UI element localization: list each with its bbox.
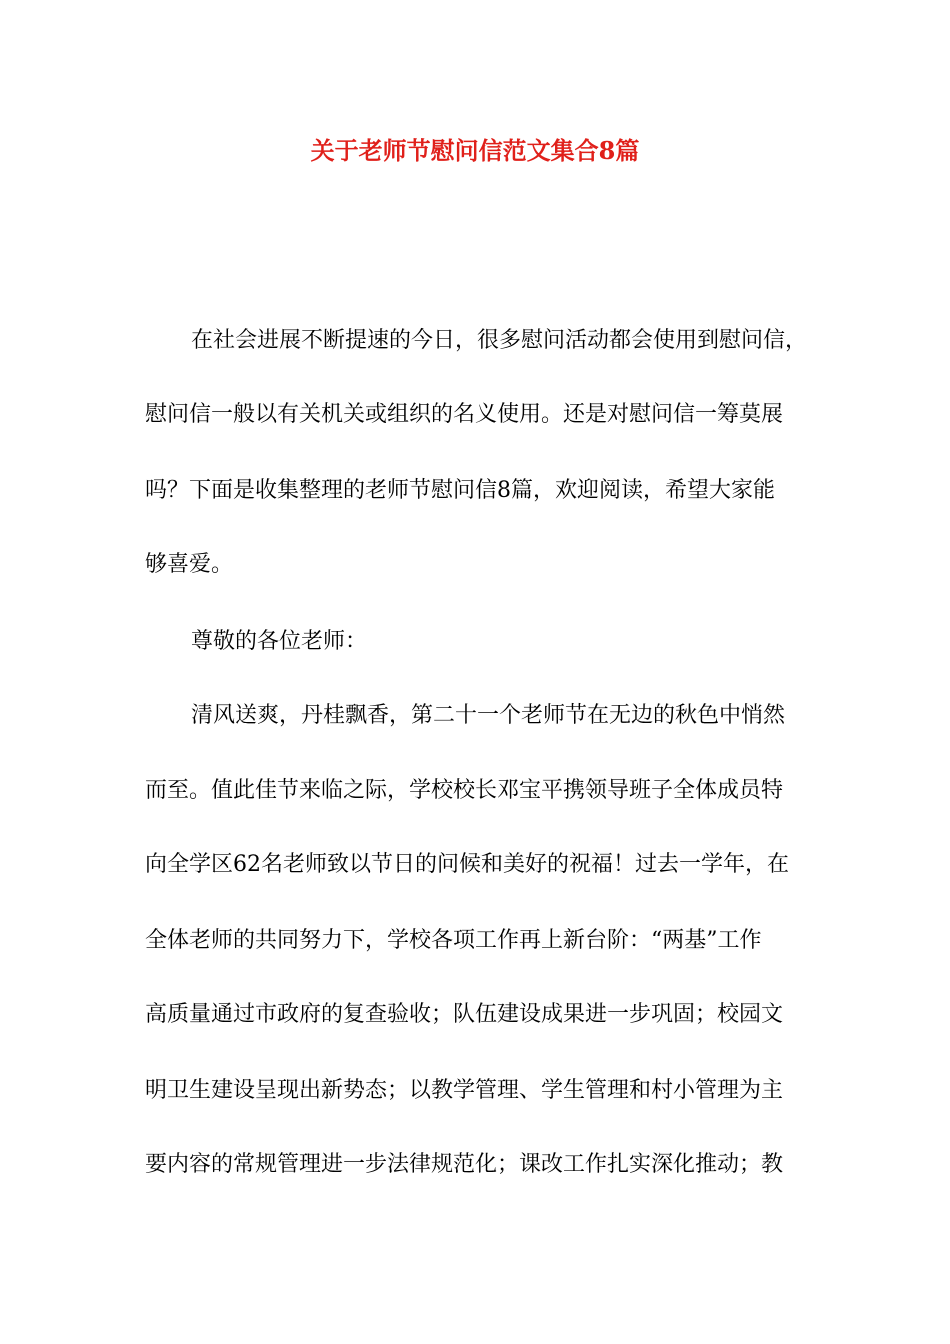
paragraph-line: 清风送爽，丹桂飘香，第二十一个老师节在无边的秋色中悄然 [191,703,786,728]
paragraph-line: 向全学区62名老师致以节日的问候和美好的祝福！过去一学年，在 [145,852,789,877]
paragraph-line: 而至。值此佳节来临之际，学校校长邓宝平携领导班子全体成员特 [145,778,784,803]
paragraph-line: 高质量通过市政府的复查验收；队伍建设成果进一步巩固；校园文 [145,1002,784,1027]
salutation-line: 尊敬的各位老师： [191,629,368,654]
paragraph-line: 全体老师的共同努力下，学校各项工作再上新台阶：“两基”工作 [145,928,762,953]
paragraph-line: 慰问信一般以有关机关或组织的名义使用。还是对慰问信一筹莫展 [145,402,784,427]
paragraph-line: 够喜爱。 [145,552,234,577]
paragraph-line: 明卫生建设呈现出新势态；以教学管理、学生管理和村小管理为主 [145,1078,784,1103]
paragraph-line: 在社会进展不断提速的今日，很多慰问活动都会使用到慰问信， [191,328,808,353]
document-title: 关于老师节慰问信范文集合8篇 [310,136,640,165]
paragraph-line: 吗？下面是收集整理的老师节慰问信8篇，欢迎阅读，希望大家能 [145,478,775,503]
paragraph-line: 要内容的常规管理进一步法律规范化；课改工作扎实深化推动；教 [145,1152,784,1177]
